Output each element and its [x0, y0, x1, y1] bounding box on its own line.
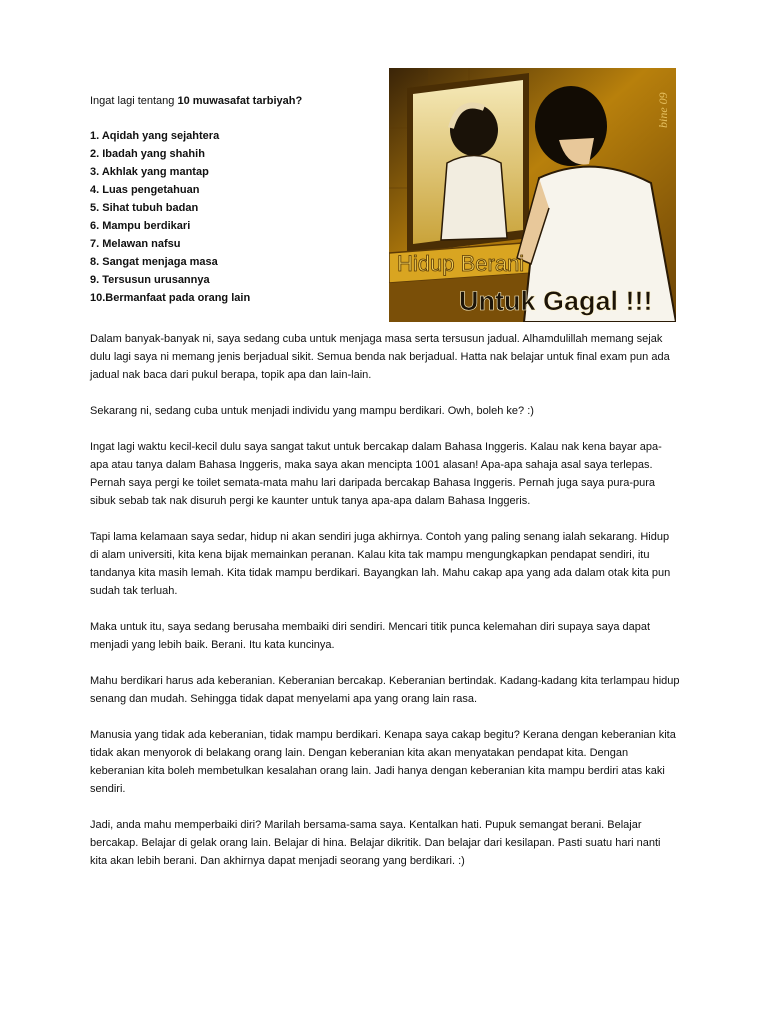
caption-top: Hidup Berani — [397, 251, 525, 276]
question-bold: 10 muwasafat tarbiyah? — [177, 95, 303, 107]
list-item: 7. Melawan nafsu — [90, 238, 181, 250]
list-item: 9. Tersusun urusannya — [90, 274, 210, 286]
intro-section — [90, 92, 380, 307]
paragraph: Manusia yang tidak ada keberanian, tidak mampu berdikari. Kenapa saya cakap begitu? Kerana dengan keberanian kita tidak akan menyorok di belakang orang lain. Dengan keberanian kita akan menyatakan pendapat kita. Dengan keberanian kita boleh membetulkan kesalahan orang lain. Jadi hanya dengan keberanian kita mampu berdiri atas kaki sendiri. — [90, 729, 676, 795]
paragraph: Jadi, anda mahu memperbaiki diri? Marilah bersama-sama saya. Kentalkan hati. Pupuk semangat berani. Belajar bercakap. Belajar di gelak orang lain. Belajar di hina. Belajar dikritik. Dan belajar dari kesilapan. Pasti suatu hari nanti kita akan lebih berani. Dan akhirnya dapat menjadi seorang yang berdikari. :) — [90, 819, 661, 867]
muwasafat-list — [90, 127, 380, 307]
signature-text: bine 09 — [656, 92, 670, 128]
list-item: 10.Bermanfaat pada orang lain — [90, 292, 251, 304]
paragraph: Sekarang ni, sedang cuba untuk menjadi individu yang mampu berdikari. Owh, boleh ke? :) — [90, 405, 534, 417]
list-item: 5. Sihat tubuh badan — [90, 202, 199, 214]
paragraph: Maka untuk itu, saya sedang berusaha membaiki diri sendiri. Mencari titik punca kelemahan diri supaya saya dapat menjadi yang lebih baik. Berani. Itu kata kuncinya. — [90, 621, 651, 651]
illustration — [389, 68, 676, 322]
paragraph: Mahu berdikari harus ada keberanian. Keberanian bercakap. Keberanian bertindak. Kadang-kadang kita terlampau hidup senang dan mudah. Sehingga tidak dapat menyelami apa yang orang lain rasa. — [90, 675, 680, 705]
paragraph: Dalam banyak-banyak ni, saya sedang cuba untuk menjaga masa serta tersusun jadual. Alhamdulillah memang sejak dulu lagi saya ni memang jenis berjadual sikit. Semua benda nak berjadual. Hatta nak belajar untuk final exam pun ada jadual nak baca dari pukul berapa, topik apa dan lain-lain. — [90, 333, 670, 381]
paragraph: Ingat lagi waktu kecil-kecil dulu saya sangat takut untuk bercakap dalam Bahasa Inggeris. Kalau nak kena bayar apa-apa atau tanya dalam Bahasa Inggeris, maka saya akan mencipta 1001 alasan! Apa-apa sahaja asal saya terlepas. Pernah saya pergi ke toilet semata-mata mahu lari daripada bercakap Bahasa Inggeris. Pernah juga saya pura-pura sibuk sebab tak nak disuruh pergi ke kaunter untuk tanya apa-apa dalam Bahasa Inggeris. — [90, 441, 662, 507]
caption-bottom: Untuk Gagal !!! — [459, 286, 653, 316]
article-body — [90, 330, 680, 888]
list-item: 2. Ibadah yang shahih — [90, 148, 205, 160]
list-item: 1. Aqidah yang sejahtera — [90, 130, 220, 142]
paragraph: Tapi lama kelamaan saya sedar, hidup ni akan sendiri juga akhirnya. Contoh yang paling senang ialah sekarang. Hidup di alam universiti, kita kena bijak memainkan peranan. Kalau kita tak mampu mengungkapkan pendapat sendiri, itu tandanya kita masih lemah. Kita tidak mampu berdikari. Bayangkan lah. Mahu cakap apa yang ada dalam otak kita pun sudah tak terluah. — [90, 531, 671, 597]
list-item: 8. Sangat menjaga masa — [90, 256, 218, 268]
comic-illustration — [389, 68, 676, 322]
list-item: 4. Luas pengetahuan — [90, 184, 200, 196]
list-item: 6. Mampu berdikari — [90, 220, 191, 232]
list-item: 3. Akhlak yang mantap — [90, 166, 209, 178]
intro-question — [90, 92, 380, 110]
question-prefix: Ingat lagi tentang — [90, 95, 178, 107]
